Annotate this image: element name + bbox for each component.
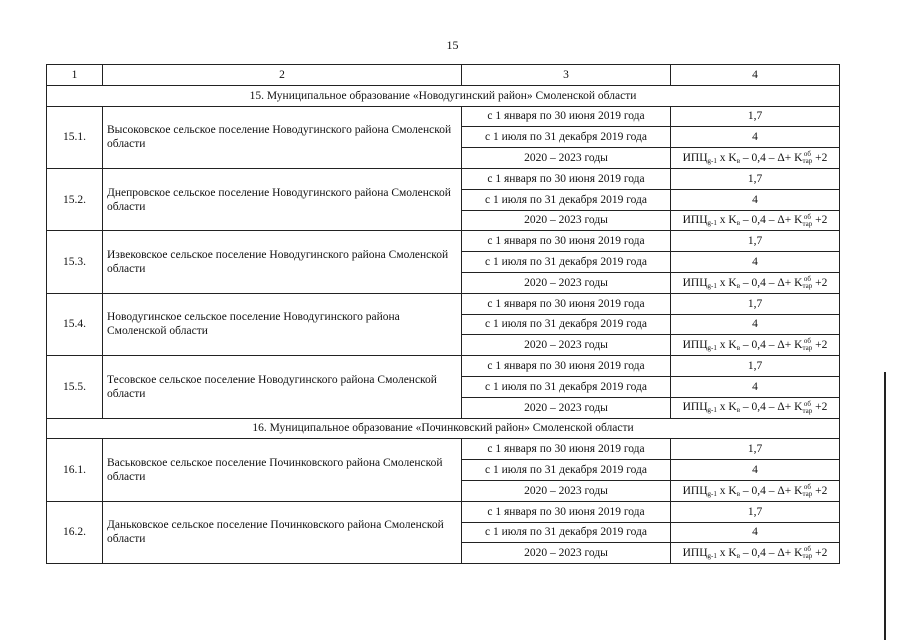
settlement-name: Днепровское сельское поселение Новодугинского района Смоленской области bbox=[103, 168, 462, 230]
period-cell: с 1 января по 30 июня 2019 года bbox=[462, 106, 671, 127]
period-cell: с 1 июля по 31 декабря 2019 года bbox=[462, 189, 671, 210]
period-cell: с 1 июля по 31 декабря 2019 года bbox=[462, 376, 671, 397]
section-row bbox=[47, 85, 840, 106]
value-cell: 1,7 bbox=[671, 356, 840, 377]
formula-k-tar-sup: об bbox=[803, 399, 811, 408]
entry-number: 15.2. bbox=[47, 168, 103, 230]
section-title: 15. Муниципальное образование «Новодугинский район» Смоленской области bbox=[47, 85, 840, 106]
formula-k: K bbox=[728, 547, 737, 560]
formula-middle: – 0,4 – Δ+ bbox=[740, 214, 795, 227]
formula-multiply: x bbox=[716, 214, 729, 227]
formula-multiply: x bbox=[716, 547, 729, 560]
header-col-1: 1 bbox=[47, 65, 103, 86]
formula-k: K bbox=[728, 214, 737, 227]
formula-k-tar-sup: об bbox=[803, 275, 811, 284]
entry-number: 15.3. bbox=[47, 231, 103, 293]
formula-k-tar: K bbox=[794, 547, 803, 560]
formula-k-tar: K bbox=[794, 484, 803, 497]
formula-end: +2 bbox=[812, 339, 828, 352]
period-cell: с 1 января по 30 июня 2019 года bbox=[462, 439, 671, 460]
formula-k-tar-sup: об bbox=[803, 483, 811, 492]
formula-multiply: x bbox=[716, 339, 729, 352]
formula-end: +2 bbox=[812, 214, 828, 227]
period-cell: с 1 июля по 31 декабря 2019 года bbox=[462, 460, 671, 481]
formula-k-index: в bbox=[736, 406, 741, 415]
formula-k-tar: K bbox=[794, 214, 803, 227]
settlement-name: Извековское сельское поселение Новодугинского района Смоленской области bbox=[103, 231, 462, 293]
formula-k-index: в bbox=[736, 552, 741, 561]
formula-end: +2 bbox=[812, 276, 828, 289]
formula-k: K bbox=[728, 276, 737, 289]
formula-k-index: в bbox=[736, 489, 741, 498]
entry-number: 16.2. bbox=[47, 501, 103, 563]
formula-k-tar-sub: тар bbox=[802, 157, 813, 166]
settlement-name: Высоковское сельское поселение Новодугинского района Смоленской области bbox=[103, 106, 462, 168]
entry-number: 15.4. bbox=[47, 293, 103, 355]
period-cell: с 1 января по 30 июня 2019 года bbox=[462, 168, 671, 189]
formula-cell bbox=[671, 272, 840, 293]
value-cell: 4 bbox=[671, 522, 840, 543]
entry-number: 16.1. bbox=[47, 439, 103, 501]
period-cell: с 1 января по 30 июня 2019 года bbox=[462, 231, 671, 252]
page-number: 15 bbox=[446, 38, 459, 52]
settlement-name: Даньковское сельское поселение Починковского района Смоленской области bbox=[103, 501, 462, 563]
formula-k-tar: K bbox=[794, 151, 803, 164]
entry-number: 15.5. bbox=[47, 356, 103, 418]
formula-cell bbox=[671, 210, 840, 231]
header-col-4: 4 bbox=[671, 65, 840, 86]
formula-cpi: ИПЦ bbox=[682, 401, 708, 414]
formula-cell bbox=[671, 335, 840, 356]
formula-cpi: ИПЦ bbox=[682, 339, 708, 352]
formula-k-tar-indices bbox=[802, 214, 812, 228]
formula-cpi: ИПЦ bbox=[682, 484, 708, 497]
formula-cpi-index: g-1 bbox=[707, 219, 717, 228]
value-cell: 1,7 bbox=[671, 231, 840, 252]
formula-k-tar-indices bbox=[802, 484, 812, 498]
formula-k: K bbox=[728, 151, 737, 164]
period-cell: с 1 января по 30 июня 2019 года bbox=[462, 293, 671, 314]
formula-k-tar-sub: тар bbox=[802, 282, 813, 291]
tariff-table-body bbox=[47, 65, 840, 564]
formula-k-tar: K bbox=[794, 339, 803, 352]
period-cell: 2020 – 2023 годы bbox=[462, 210, 671, 231]
table-row bbox=[47, 501, 840, 522]
formula-cell bbox=[671, 480, 840, 501]
formula-k-tar-indices bbox=[802, 276, 812, 290]
formula-k-tar-sup: об bbox=[803, 150, 811, 159]
formula-k: K bbox=[728, 484, 737, 497]
period-cell: 2020 – 2023 годы bbox=[462, 480, 671, 501]
formula-cell bbox=[671, 397, 840, 418]
formula-k-tar-indices bbox=[802, 151, 812, 165]
formula-k-tar: K bbox=[794, 401, 803, 414]
formula-k-tar-sup: об bbox=[803, 545, 811, 554]
formula-cpi-index: g-1 bbox=[707, 344, 717, 353]
formula-k-tar-indices bbox=[802, 546, 812, 560]
formula-cpi-index: g-1 bbox=[707, 489, 717, 498]
formula-cell bbox=[671, 543, 840, 564]
period-cell: с 1 июля по 31 декабря 2019 года bbox=[462, 252, 671, 273]
formula-end: +2 bbox=[812, 151, 828, 164]
period-cell: 2020 – 2023 годы bbox=[462, 335, 671, 356]
formula-cpi-index: g-1 bbox=[707, 281, 717, 290]
period-cell: 2020 – 2023 годы bbox=[462, 543, 671, 564]
formula-multiply: x bbox=[716, 484, 729, 497]
formula-k: K bbox=[728, 401, 737, 414]
value-cell: 4 bbox=[671, 460, 840, 481]
period-cell: 2020 – 2023 годы bbox=[462, 397, 671, 418]
table-row bbox=[47, 439, 840, 460]
period-cell: 2020 – 2023 годы bbox=[462, 272, 671, 293]
value-cell: 1,7 bbox=[671, 168, 840, 189]
formula-k-tar-sub: тар bbox=[802, 219, 813, 228]
section-title: 16. Муниципальное образование «Починковский район» Смоленской области bbox=[47, 418, 840, 439]
formula-cpi: ИПЦ bbox=[682, 214, 708, 227]
value-cell: 1,7 bbox=[671, 439, 840, 460]
value-cell: 1,7 bbox=[671, 293, 840, 314]
value-cell: 4 bbox=[671, 127, 840, 148]
formula-k-tar-sup: об bbox=[803, 337, 811, 346]
table-row bbox=[47, 168, 840, 189]
value-cell: 4 bbox=[671, 189, 840, 210]
formula-k-index: в bbox=[736, 344, 741, 353]
settlement-name: Новодугинское сельское поселение Новодугинского района Смоленской области bbox=[103, 293, 462, 355]
entry-number: 15.1. bbox=[47, 106, 103, 168]
formula-k-tar-sub: тар bbox=[802, 406, 813, 415]
settlement-name: Тесовское сельское поселение Новодугинского района Смоленской области bbox=[103, 356, 462, 418]
table-row bbox=[47, 356, 840, 377]
section-row bbox=[47, 418, 840, 439]
formula-k-tar: K bbox=[794, 276, 803, 289]
period-cell: с 1 января по 30 июня 2019 года bbox=[462, 356, 671, 377]
period-cell: с 1 июля по 31 декабря 2019 года bbox=[462, 127, 671, 148]
formula-end: +2 bbox=[812, 484, 828, 497]
formula-k-tar-sup: об bbox=[803, 212, 811, 221]
formula-cpi: ИПЦ bbox=[682, 276, 708, 289]
formula-middle: – 0,4 – Δ+ bbox=[740, 151, 795, 164]
formula-cpi-index: g-1 bbox=[707, 156, 717, 165]
period-cell: 2020 – 2023 годы bbox=[462, 148, 671, 169]
table-row bbox=[47, 293, 840, 314]
header-col-2: 2 bbox=[103, 65, 462, 86]
table-row bbox=[47, 231, 840, 252]
value-cell: 4 bbox=[671, 252, 840, 273]
value-cell: 1,7 bbox=[671, 106, 840, 127]
formula-middle: – 0,4 – Δ+ bbox=[740, 401, 795, 414]
tariff-table bbox=[46, 64, 840, 564]
value-cell: 1,7 bbox=[671, 501, 840, 522]
formula-multiply: x bbox=[716, 276, 729, 289]
table-header-row bbox=[47, 65, 840, 86]
formula-cpi: ИПЦ bbox=[682, 151, 708, 164]
formula-k-tar-sub: тар bbox=[802, 490, 813, 499]
formula-middle: – 0,4 – Δ+ bbox=[740, 484, 795, 497]
formula-end: +2 bbox=[812, 401, 828, 414]
period-cell: с 1 июля по 31 декабря 2019 года bbox=[462, 522, 671, 543]
formula-k-index: в bbox=[736, 219, 741, 228]
period-cell: с 1 июля по 31 декабря 2019 года bbox=[462, 314, 671, 335]
formula-middle: – 0,4 – Δ+ bbox=[740, 547, 795, 560]
scan-margin-line bbox=[884, 372, 886, 640]
formula-cpi-index: g-1 bbox=[707, 406, 717, 415]
settlement-name: Васьковское сельское поселение Починковского района Смоленской области bbox=[103, 439, 462, 501]
formula-cell bbox=[671, 148, 840, 169]
formula-cpi-index: g-1 bbox=[707, 552, 717, 561]
value-cell: 4 bbox=[671, 376, 840, 397]
formula-end: +2 bbox=[812, 547, 828, 560]
formula-middle: – 0,4 – Δ+ bbox=[740, 339, 795, 352]
formula-k-tar-indices bbox=[802, 338, 812, 352]
formula-k-tar-indices bbox=[802, 401, 812, 415]
header-col-3: 3 bbox=[462, 65, 671, 86]
formula-k: K bbox=[728, 339, 737, 352]
table-row bbox=[47, 106, 840, 127]
formula-multiply: x bbox=[716, 401, 729, 414]
formula-middle: – 0,4 – Δ+ bbox=[740, 276, 795, 289]
formula-multiply: x bbox=[716, 151, 729, 164]
formula-k-tar-sub: тар bbox=[802, 552, 813, 561]
value-cell: 4 bbox=[671, 314, 840, 335]
formula-k-tar-sub: тар bbox=[802, 344, 813, 353]
formula-cpi: ИПЦ bbox=[682, 547, 708, 560]
formula-k-index: в bbox=[736, 156, 741, 165]
period-cell: с 1 января по 30 июня 2019 года bbox=[462, 501, 671, 522]
formula-k-index: в bbox=[736, 281, 741, 290]
